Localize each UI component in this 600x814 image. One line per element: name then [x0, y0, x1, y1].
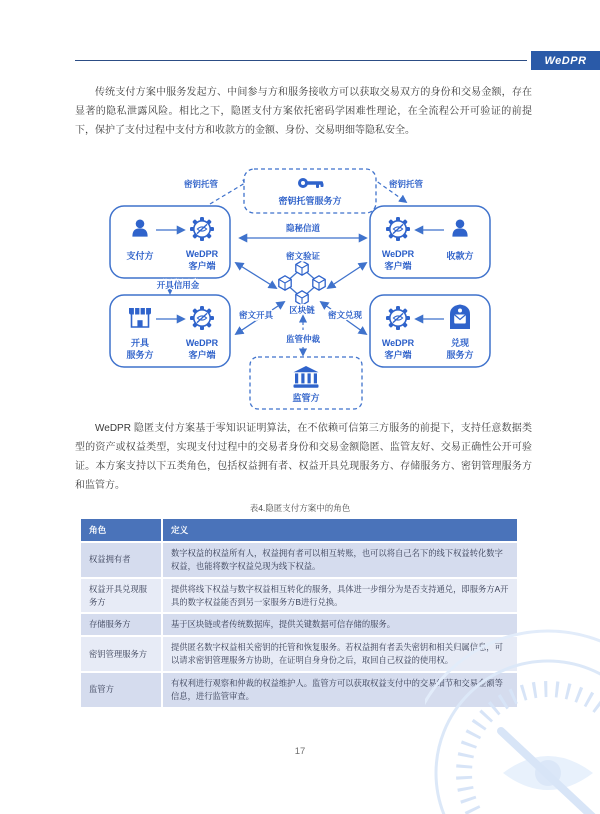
definition-cell: 有权利进行观察和仲裁的权益维护人。监管方可以获取权益支付中的交易细节和交易金额等信息，进行监管审查。	[163, 673, 517, 707]
definition-cell: 提供匿名数字权益相关密钥的托管和恢复服务。若权益拥有者丢失密钥和相关归属信息，可以请求密钥管理服务方协助，在证明自身身份之后，取回自己权益的使用权。	[163, 637, 517, 671]
header-rule	[75, 60, 527, 61]
table-row	[81, 637, 517, 671]
definition-cell: 提供将线下权益与数字权益相互转化的服务，具体进一步细分为是否支持通兑，即服务方A开具的数字权益能否到另一家服务方B进行兑换。	[163, 579, 517, 613]
definition-cell: 基于区块链或者传统数据库，提供关键数据可信存储的服务。	[163, 614, 517, 635]
edge-label: 密文开具	[238, 310, 274, 320]
node-label: 支付方	[126, 251, 154, 261]
page-number: 17	[294, 746, 306, 757]
node-label: 区块链	[289, 305, 315, 315]
edge-verify-left	[236, 263, 276, 288]
edge-label: 密文验证	[285, 251, 321, 261]
node-label: 收款方	[446, 251, 474, 261]
table-row	[81, 543, 517, 577]
node-label: 监管方	[292, 393, 320, 403]
role-cell: 监管方	[81, 673, 161, 707]
node-label: WeDPR	[381, 338, 415, 348]
edge-label: 开具信用金	[156, 280, 200, 290]
node-issuer-client	[110, 295, 230, 367]
table-caption: 表4.隐匿支付方案中的角色	[249, 503, 351, 513]
wedpr-client-icon	[386, 306, 410, 330]
table-row	[81, 673, 517, 707]
table-header-role: 角色	[81, 519, 161, 541]
roles-table	[79, 517, 519, 709]
blockchain-icon	[296, 291, 308, 305]
node-payer-client	[110, 206, 230, 278]
table-row	[81, 614, 517, 635]
node-label: 开具	[130, 338, 150, 348]
blockchain-icon	[279, 276, 291, 290]
edge-label: 密钥托管	[183, 179, 219, 189]
node-label: 兑现	[450, 338, 470, 348]
redeemer-icon	[450, 305, 470, 330]
node-label: 客户端	[384, 261, 412, 271]
edge-label: 密钥托管	[388, 179, 424, 189]
node-label: 客户端	[188, 261, 216, 271]
intro-paragraph-1: 传统支付方案中服务发起方、中间参与方和服务接收方可以获取交易双方的身份和交易金额，存在显著的隐私泄露风险。相比之下，隐匿支付方案依托密码学困难性理论，在全流程公开可验证的前提下，保护了支付过程中支付方和收款方的金额、身份、交易明细等隐私安全。	[75, 87, 532, 136]
table-row	[81, 579, 517, 613]
wedpr-client-icon	[190, 217, 214, 241]
table-header-row	[81, 519, 517, 541]
definition-cell: 数字权益的权益所有人，权益拥有者可以相互转账，也可以将自己名下的线下权益转化数字权益，也能将数字权益兑现为线下权益。	[163, 543, 517, 577]
blockchain-icon	[296, 261, 308, 275]
node-label: 客户端	[188, 350, 216, 360]
role-cell: 权益拥有者	[81, 543, 161, 577]
node-label: 密钥托管服务方	[278, 196, 342, 206]
node-key-escrow-service	[244, 169, 376, 213]
node-label: WeDPR	[381, 249, 415, 259]
node-redeemer-client	[370, 295, 490, 367]
edge-label: 隐秘信道	[285, 223, 321, 233]
intro-paragraph-2: WeDPR 隐匿支付方案基于零知识证明算法，在不依赖可信第三方服务的前提下，支持任意数据类型的资产或权益类型，实现支付过程中的交易者身份和交易金额隐匿、监管友好、交易正确性公开可验证。本方案支持以下五类角色，包括权益拥有者、权益开具兑现服务方、存储服务方、密钥管理服务方和监管方。	[75, 423, 532, 491]
node-label: 服务方	[126, 350, 154, 360]
wedpr-client-icon	[386, 217, 410, 241]
edge-label: 密文兑现	[327, 310, 363, 320]
role-cell: 存储服务方	[81, 614, 161, 635]
edge-verify-right	[328, 263, 366, 288]
blockchain-icon	[313, 276, 325, 290]
edge-label: 监管仲裁	[285, 334, 321, 344]
role-cell: 权益开具兑现服务方	[81, 579, 161, 613]
node-label: WeDPR	[185, 338, 219, 348]
node-regulator	[250, 357, 362, 409]
role-cell: 密钥管理服务方	[81, 637, 161, 671]
node-label: 服务方	[446, 350, 474, 360]
node-payee-client	[370, 206, 490, 278]
node-label: WeDPR	[185, 249, 219, 259]
wedpr-client-icon	[190, 306, 214, 330]
table-header-definition: 定义	[163, 519, 517, 541]
payment-flow-diagram	[88, 158, 512, 416]
node-blockchain	[279, 261, 325, 315]
wedpr-logo: WeDPR	[531, 51, 600, 70]
node-label: 客户端	[384, 350, 412, 360]
